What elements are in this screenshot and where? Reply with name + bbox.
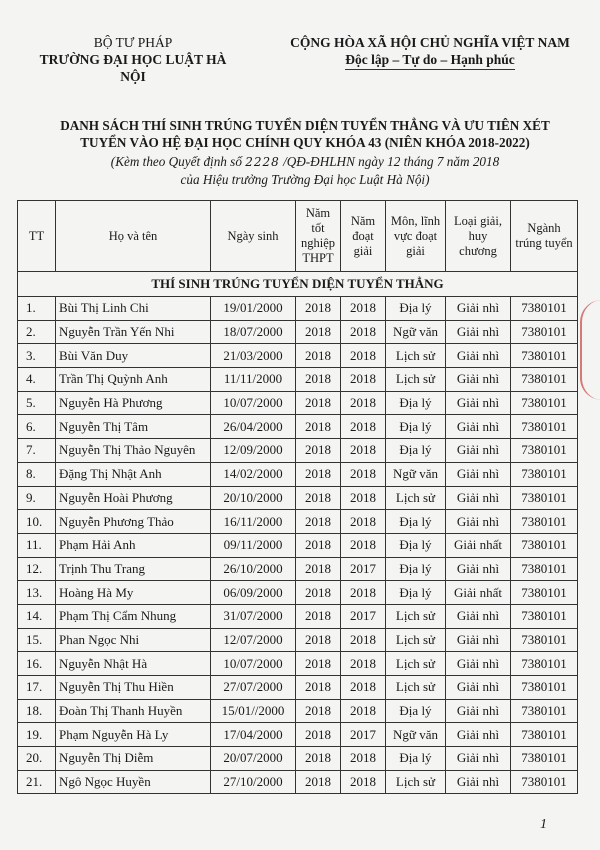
row-tt: 13.	[18, 581, 56, 605]
table-row	[18, 676, 578, 700]
row-subject: Ngữ văn	[386, 723, 446, 747]
row-award: Giải nhất	[446, 533, 511, 557]
row-name: Nguyễn Hà Phương	[56, 391, 211, 415]
row-name: Nguyễn Phương Thảo	[56, 510, 211, 534]
row-tt: 21.	[18, 770, 56, 794]
row-tt: 15.	[18, 628, 56, 652]
row-subject: Địa lý	[386, 415, 446, 439]
row-tt: 18.	[18, 699, 56, 723]
row-award-year: 2018	[341, 510, 386, 534]
row-grad-year: 2018	[296, 557, 341, 581]
row-subject: Lịch sử	[386, 368, 446, 392]
row-dob: 21/03/2000	[211, 344, 296, 368]
row-dob: 12/07/2000	[211, 628, 296, 652]
row-tt: 12.	[18, 557, 56, 581]
row-award: Giải nhì	[446, 320, 511, 344]
row-subject: Địa lý	[386, 439, 446, 463]
row-award-year: 2018	[341, 581, 386, 605]
row-name: Nguyễn Hoài Phương	[56, 486, 211, 510]
table-row	[18, 533, 578, 557]
row-grad-year: 2018	[296, 297, 341, 321]
row-subject: Lịch sử	[386, 770, 446, 794]
row-dob: 20/10/2000	[211, 486, 296, 510]
row-dob: 09/11/2000	[211, 533, 296, 557]
edge-stamp-fragment	[580, 300, 600, 400]
row-name: Đoàn Thị Thanh Huyền	[56, 699, 211, 723]
row-major: 7380101	[511, 628, 578, 652]
row-award: Giải nhì	[446, 462, 511, 486]
col-header-tt: TT	[18, 201, 56, 272]
title-line-2: TUYỂN VÀO HỆ ĐẠI HỌC CHÍNH QUY KHÓA 43 (NIÊN KHÓA 2018-2022)	[80, 135, 530, 150]
row-subject: Địa lý	[386, 510, 446, 534]
national-header	[280, 34, 580, 70]
row-dob: 06/09/2000	[211, 581, 296, 605]
row-dob: 27/07/2000	[211, 676, 296, 700]
row-award: Giải nhì	[446, 344, 511, 368]
row-name: Nguyễn Nhật Hà	[56, 652, 211, 676]
row-award: Giải nhì	[446, 557, 511, 581]
row-tt: 7.	[18, 439, 56, 463]
table-row	[18, 462, 578, 486]
row-name: Phạm Hải Anh	[56, 533, 211, 557]
row-grad-year: 2018	[296, 628, 341, 652]
row-dob: 15/01//2000	[211, 699, 296, 723]
row-award-year: 2018	[341, 462, 386, 486]
row-subject: Lịch sử	[386, 344, 446, 368]
row-award-year: 2018	[341, 439, 386, 463]
row-award-year: 2018	[341, 368, 386, 392]
row-name: Phạm Nguyễn Hà Ly	[56, 723, 211, 747]
table-row	[18, 486, 578, 510]
row-grad-year: 2018	[296, 320, 341, 344]
row-tt: 17.	[18, 676, 56, 700]
row-dob: 10/07/2000	[211, 652, 296, 676]
row-major: 7380101	[511, 368, 578, 392]
row-name: Ngô Ngọc Huyền	[56, 770, 211, 794]
row-dob: 16/11/2000	[211, 510, 296, 534]
row-tt: 2.	[18, 320, 56, 344]
row-dob: 14/02/2000	[211, 462, 296, 486]
row-name: Nguyễn Trần Yến Nhi	[56, 320, 211, 344]
row-name: Nguyễn Thị Thảo Nguyên	[56, 439, 211, 463]
row-tt: 19.	[18, 723, 56, 747]
table-row	[18, 723, 578, 747]
col-header-name: Họ và tên	[56, 201, 211, 272]
republic-name: CỘNG HÒA XÃ HỘI CHỦ NGHĨA VIỆT NAM	[290, 35, 570, 50]
row-tt: 8.	[18, 462, 56, 486]
row-tt: 5.	[18, 391, 56, 415]
row-grad-year: 2018	[296, 462, 341, 486]
row-major: 7380101	[511, 344, 578, 368]
col-header-major: Ngành trúng tuyển	[511, 201, 578, 272]
row-grad-year: 2018	[296, 581, 341, 605]
row-award-year: 2018	[341, 297, 386, 321]
issuer-header	[28, 34, 238, 85]
section-title: THÍ SINH TRÚNG TUYỂN DIỆN TUYỂN THẲNG	[18, 272, 578, 297]
row-major: 7380101	[511, 699, 578, 723]
row-major: 7380101	[511, 510, 578, 534]
table-row	[18, 652, 578, 676]
row-subject: Địa lý	[386, 391, 446, 415]
col-header-grad-year: Năm tốt nghiệp THPT	[296, 201, 341, 272]
row-subject: Địa lý	[386, 699, 446, 723]
row-subject: Lịch sử	[386, 628, 446, 652]
table-row	[18, 770, 578, 794]
row-dob: 31/07/2000	[211, 604, 296, 628]
row-major: 7380101	[511, 676, 578, 700]
row-tt: 9.	[18, 486, 56, 510]
row-grad-year: 2018	[296, 699, 341, 723]
row-award-year: 2018	[341, 344, 386, 368]
row-award: Giải nhì	[446, 676, 511, 700]
row-grad-year: 2018	[296, 391, 341, 415]
row-major: 7380101	[511, 533, 578, 557]
row-award-year: 2018	[341, 770, 386, 794]
row-award: Giải nhì	[446, 604, 511, 628]
row-major: 7380101	[511, 297, 578, 321]
row-dob: 17/04/2000	[211, 723, 296, 747]
row-dob: 12/09/2000	[211, 439, 296, 463]
row-dob: 27/10/2000	[211, 770, 296, 794]
col-header-dob: Ngày sinh	[211, 201, 296, 272]
candidate-table	[17, 200, 578, 794]
row-major: 7380101	[511, 723, 578, 747]
row-grad-year: 2018	[296, 652, 341, 676]
row-award: Giải nhì	[446, 415, 511, 439]
row-major: 7380101	[511, 439, 578, 463]
row-award: Giải nhì	[446, 770, 511, 794]
row-award: Giải nhì	[446, 439, 511, 463]
row-award-year: 2018	[341, 747, 386, 771]
row-tt: 6.	[18, 415, 56, 439]
table-row	[18, 320, 578, 344]
row-name: Nguyễn Thị Thu Hiền	[56, 676, 211, 700]
col-header-award: Loại giải, huy chương	[446, 201, 511, 272]
row-subject: Lịch sử	[386, 604, 446, 628]
col-header-subject: Môn, lĩnh vực đoạt giải	[386, 201, 446, 272]
table-row	[18, 628, 578, 652]
row-award-year: 2018	[341, 415, 386, 439]
row-dob: 18/07/2000	[211, 320, 296, 344]
table-row	[18, 510, 578, 534]
row-tt: 14.	[18, 604, 56, 628]
table-header-row	[18, 201, 578, 272]
row-tt: 11.	[18, 533, 56, 557]
row-subject: Lịch sử	[386, 676, 446, 700]
row-award-year: 2018	[341, 533, 386, 557]
row-award-year: 2017	[341, 723, 386, 747]
row-name: Đặng Thị Nhật Anh	[56, 462, 211, 486]
row-dob: 19/01/2000	[211, 297, 296, 321]
table-row	[18, 344, 578, 368]
row-award: Giải nhì	[446, 510, 511, 534]
row-award-year: 2018	[341, 486, 386, 510]
row-subject: Địa lý	[386, 297, 446, 321]
row-tt: 16.	[18, 652, 56, 676]
row-award: Giải nhì	[446, 486, 511, 510]
row-subject: Địa lý	[386, 557, 446, 581]
row-grad-year: 2018	[296, 510, 341, 534]
table-row	[18, 368, 578, 392]
col-header-award-year: Năm đoạt giải	[341, 201, 386, 272]
row-award: Giải nhì	[446, 747, 511, 771]
row-major: 7380101	[511, 770, 578, 794]
section-row	[18, 272, 578, 297]
row-major: 7380101	[511, 652, 578, 676]
row-award-year: 2018	[341, 676, 386, 700]
row-dob: 26/04/2000	[211, 415, 296, 439]
table-row	[18, 439, 578, 463]
row-grad-year: 2018	[296, 747, 341, 771]
row-major: 7380101	[511, 557, 578, 581]
document-title	[20, 117, 590, 151]
row-major: 7380101	[511, 581, 578, 605]
page-number: 1	[540, 817, 547, 832]
table-row	[18, 581, 578, 605]
row-major: 7380101	[511, 604, 578, 628]
row-grad-year: 2018	[296, 533, 341, 557]
row-name: Phạm Thị Cẩm Nhung	[56, 604, 211, 628]
row-major: 7380101	[511, 747, 578, 771]
row-grad-year: 2018	[296, 368, 341, 392]
row-grad-year: 2018	[296, 676, 341, 700]
subtitle-line-1	[20, 153, 590, 171]
row-major: 7380101	[511, 415, 578, 439]
row-grad-year: 2018	[296, 344, 341, 368]
table-row	[18, 297, 578, 321]
row-tt: 4.	[18, 368, 56, 392]
decision-number-handwritten: 2228	[245, 155, 280, 169]
row-major: 7380101	[511, 320, 578, 344]
row-name: Trịnh Thu Trang	[56, 557, 211, 581]
row-dob: 10/07/2000	[211, 391, 296, 415]
row-tt: 3.	[18, 344, 56, 368]
row-award: Giải nhì	[446, 297, 511, 321]
row-subject: Lịch sử	[386, 486, 446, 510]
row-award-year: 2018	[341, 699, 386, 723]
row-grad-year: 2018	[296, 723, 341, 747]
table-row	[18, 747, 578, 771]
row-grad-year: 2018	[296, 604, 341, 628]
subtitle-line-2: của Hiệu trưởng Trường Đại học Luật Hà Nội)	[180, 172, 430, 187]
subtitle-suffix: /QĐ-ĐHLHN ngày 12 tháng 7 năm 2018	[279, 154, 500, 169]
row-major: 7380101	[511, 391, 578, 415]
subtitle-prefix: (Kèm theo Quyết định số	[110, 154, 246, 169]
row-name: Bùi Văn Duy	[56, 344, 211, 368]
row-subject: Địa lý	[386, 533, 446, 557]
row-award: Giải nhì	[446, 699, 511, 723]
table-row	[18, 557, 578, 581]
row-name: Phan Ngọc Nhi	[56, 628, 211, 652]
row-name: Trần Thị Quỳnh Anh	[56, 368, 211, 392]
row-award: Giải nhì	[446, 391, 511, 415]
row-award: Giải nhì	[446, 652, 511, 676]
row-award-year: 2018	[341, 628, 386, 652]
row-name: Nguyễn Thị Diễm	[56, 747, 211, 771]
row-tt: 1.	[18, 297, 56, 321]
row-award: Giải nhì	[446, 628, 511, 652]
row-award-year: 2018	[341, 652, 386, 676]
school-name: TRƯỜNG ĐẠI HỌC LUẬT HÀ NỘI	[39, 52, 227, 84]
row-major: 7380101	[511, 462, 578, 486]
row-subject: Ngữ văn	[386, 462, 446, 486]
row-grad-year: 2018	[296, 770, 341, 794]
row-award-year: 2017	[341, 604, 386, 628]
row-name: Hoàng Hà My	[56, 581, 211, 605]
document-subtitle	[20, 153, 590, 188]
row-major: 7380101	[511, 486, 578, 510]
row-grad-year: 2018	[296, 486, 341, 510]
row-award-year: 2017	[341, 557, 386, 581]
table-row	[18, 604, 578, 628]
table-row	[18, 699, 578, 723]
table-row	[18, 391, 578, 415]
row-subject: Địa lý	[386, 581, 446, 605]
row-award: Giải nhì	[446, 368, 511, 392]
row-award: Giải nhì	[446, 723, 511, 747]
row-subject: Địa lý	[386, 747, 446, 771]
row-tt: 10.	[18, 510, 56, 534]
row-name: Nguyễn Thị Tâm	[56, 415, 211, 439]
ministry-name: BỘ TƯ PHÁP	[93, 35, 173, 50]
row-dob: 26/10/2000	[211, 557, 296, 581]
row-award: Giải nhất	[446, 581, 511, 605]
title-line-1: DANH SÁCH THÍ SINH TRÚNG TUYỂN DIỆN TUYỂN THẲNG VÀ ƯU TIÊN XÉT	[60, 118, 550, 133]
row-dob: 20/07/2000	[211, 747, 296, 771]
row-dob: 11/11/2000	[211, 368, 296, 392]
row-award-year: 2018	[341, 391, 386, 415]
row-subject: Ngữ văn	[386, 320, 446, 344]
row-subject: Lịch sử	[386, 652, 446, 676]
row-award-year: 2018	[341, 320, 386, 344]
row-grad-year: 2018	[296, 415, 341, 439]
row-tt: 20.	[18, 747, 56, 771]
table-row	[18, 415, 578, 439]
national-motto: Độc lập – Tự do – Hạnh phúc	[345, 51, 515, 70]
row-name: Bùi Thị Linh Chi	[56, 297, 211, 321]
row-grad-year: 2018	[296, 439, 341, 463]
